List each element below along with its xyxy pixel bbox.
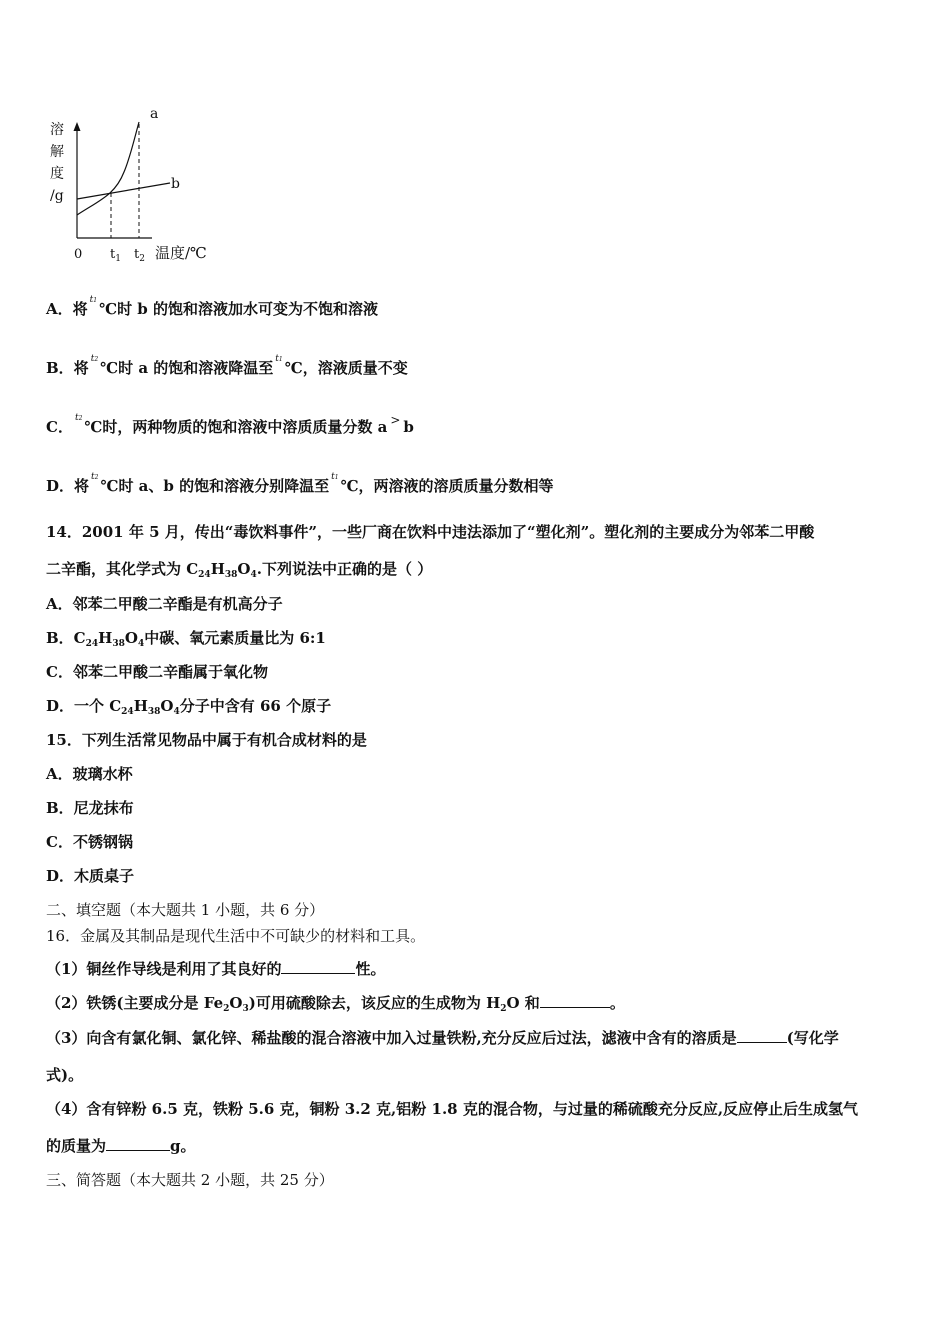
q13-option-b: B．将 $^{t2}$ ℃时 a 的饱和溶液降温至 $^{t1}$ ℃，溶液质量不变 <box>46 354 408 377</box>
curve-b-label: b <box>171 176 180 192</box>
curve-a <box>77 122 139 215</box>
y-axis-arrow <box>74 122 81 131</box>
q16-part-4-line1: （4）含有锌粉 6.5 克，铁粉 5.6 克，铜粉 3.2 克,铝粉 1.8 克的混合物，与过量的稀硫酸充分反应,反应停止后生成氢气 <box>46 1100 859 1118</box>
answer-blank-1[interactable] <box>281 959 355 974</box>
q14-stem-line2: 二辛酯，其化学式为 $C_{24}H_{38}O_4$.下列说法中正确的是（ ） <box>46 560 433 580</box>
solubility-graph <box>40 100 230 270</box>
section-2-heading: 二、填空题（本大题共 1 小题，共 6 分） <box>46 901 325 919</box>
q15-option-a: A．玻璃水杯 <box>46 765 133 783</box>
y-label-4: /g <box>50 188 64 204</box>
q15-stem: 15．下列生活常见物品中属于有机合成材料的是 <box>46 731 367 749</box>
y-label-1: 溶 <box>50 122 64 138</box>
x-axis-label: 温度/℃ <box>155 244 207 262</box>
curve-b <box>77 183 170 199</box>
q16-stem: 16．金属及其制品是现代生活中不可缺少的材料和工具。 <box>46 927 426 945</box>
q14-stem-line1: 14．2001 年 5 月，传出“毒饮料事件”，一些厂商在饮料中违法添加了“塑化剂”。塑化剂的主要成分为邻苯二甲酸 <box>46 523 815 541</box>
q14-option-b: B．$C_{24}H_{38}O_4$中碳、氧元素质量比为 6:1 <box>46 629 326 649</box>
q16-part-3-line1: （3）向含有氯化铜、氯化锌、稀盐酸的混合溶液中加入过量铁粉,充分反应后过法，滤液中含有的溶质是 (写化学 <box>46 1029 839 1047</box>
q13-option-a: A．将 $^{t1}$ ℃时 b 的饱和溶液加水可变为不饱和溶液 <box>46 295 379 318</box>
answer-blank-4[interactable] <box>106 1136 170 1151</box>
q14-option-a: A．邻苯二甲酸二辛酯是有机高分子 <box>46 595 283 613</box>
q14-option-d: D．一个 $C_{24}H_{38}O_4$分子中含有 66 个原子 <box>46 697 332 717</box>
q16-part-1: （1）铜丝作导线是利用了其良好的 性。 <box>46 960 386 978</box>
t2-label: $t_2$ <box>134 247 145 264</box>
q13-option-c: C． $^{t2}$ ℃时，两种物质的饱和溶液中溶质质量分数 a > b <box>46 413 414 436</box>
q16-part-3-line2: 式)。 <box>46 1066 84 1084</box>
q15-option-c: C．不锈钢锅 <box>46 833 133 851</box>
curve-a-label: a <box>150 106 159 122</box>
origin-label: 0 <box>74 247 83 262</box>
y-label-3: 度 <box>50 166 64 182</box>
y-label-2: 解 <box>50 144 64 160</box>
q16-part-4-line2: 的质量为 g。 <box>46 1137 196 1155</box>
answer-blank-2[interactable] <box>540 993 610 1008</box>
answer-blank-3[interactable] <box>737 1028 787 1043</box>
q13-option-d: D．将 $^{t2}$ ℃时 a、b 的饱和溶液分别降温至 $^{t1}$ ℃，两溶液的溶质质量分数相等 <box>46 472 554 495</box>
q14-option-c: C．邻苯二甲酸二辛酯属于氧化物 <box>46 663 268 681</box>
section-3-heading: 三、简答题（本大题共 2 小题，共 25 分） <box>46 1171 334 1189</box>
q15-option-d: D．木质桌子 <box>46 867 135 885</box>
q15-option-b: B．尼龙抹布 <box>46 799 134 817</box>
t1-label: $t_1$ <box>110 247 121 264</box>
q16-part-2: （2）铁锈(主要成分是 $Fe_2O_3$)可用硫酸除去，该反应的生成物为 $H_2O$ 和 。 <box>46 994 625 1014</box>
